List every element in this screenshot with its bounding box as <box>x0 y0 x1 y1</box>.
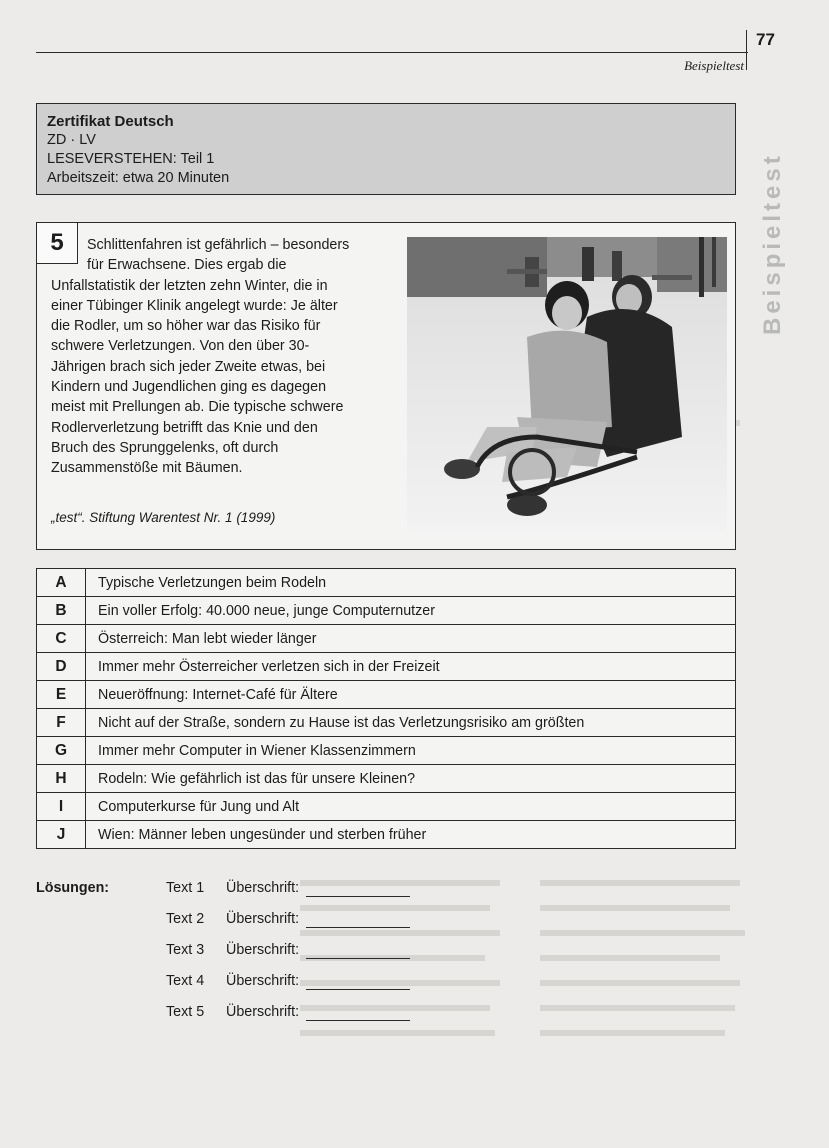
exercise-line: Schlittenfahren ist gefährlich – besonders <box>87 237 350 253</box>
heading-row <box>37 681 736 709</box>
headings-table <box>36 568 736 849</box>
sledding-photo <box>407 237 727 531</box>
heading-row <box>37 737 736 765</box>
side-tab <box>750 90 790 340</box>
heading-row <box>37 597 736 625</box>
exercise-source: „test“. Stiftung Warentest Nr. 1 (1999) <box>51 510 276 525</box>
exercise-line: schwere Verletzungen. Von den über 30- <box>51 338 310 355</box>
section-label: Beispieltest <box>684 58 744 73</box>
heading-text: Typische Verletzungen beim Rodeln <box>86 569 736 597</box>
heading-text: Neueröffnung: Internet-Café für Ältere <box>86 681 736 709</box>
answer-row-4 <box>166 973 466 993</box>
answer-row-5 <box>166 1004 466 1024</box>
answer-row-1 <box>166 880 466 900</box>
exercise-line: die Rodler, um so höher war das Risiko für <box>51 318 321 335</box>
side-tab-label: Beispieltest <box>759 152 786 335</box>
exercise-line: Unfallstatistik der letzten zehn Winter, die in <box>51 277 328 294</box>
heading-text: Wien: Männer leben ungesünder und sterben früher <box>86 821 736 849</box>
answer-text-label: Text 5 <box>166 1004 205 1020</box>
exercise-number: 5 <box>37 223 78 264</box>
heading-text: Österreich: Man lebt wieder länger <box>86 625 736 653</box>
header-rule <box>36 52 748 53</box>
heading-text: Computerkurse für Jung und Alt <box>86 793 736 821</box>
heading-letter: C <box>37 625 86 653</box>
answer-row-2 <box>166 911 466 931</box>
exercise-line: Bruch des Sprunggelenks, oft durch <box>51 439 279 456</box>
heading-letter: F <box>37 709 86 737</box>
heading-row <box>37 625 736 653</box>
heading-text: Immer mehr Österreicher verletzen sich in der Freizeit <box>86 653 736 681</box>
answer-blank-2[interactable] <box>306 927 410 928</box>
exercise-text <box>51 235 407 479</box>
answer-blank-3[interactable] <box>306 958 410 959</box>
heading-letter: I <box>37 793 86 821</box>
answers-label: Lösungen: <box>36 880 110 896</box>
exercise-line: Zusammenstöße mit Bäumen. <box>51 460 243 477</box>
heading-letter: G <box>37 737 86 765</box>
heading-row <box>37 821 736 849</box>
heading-row <box>37 653 736 681</box>
heading-letter: H <box>37 765 86 793</box>
answer-field-label: Überschrift: <box>226 973 300 989</box>
answer-blank-5[interactable] <box>306 1020 410 1021</box>
answer-field-label: Überschrift: <box>226 1004 300 1020</box>
exercise-line: einer Tübinger Klinik angelegt wurde: Je älter <box>51 297 338 314</box>
header-divider <box>746 30 747 70</box>
heading-letter: J <box>37 821 86 849</box>
section-part: LESEVERSTEHEN: Teil 1 <box>47 151 215 167</box>
heading-row <box>37 793 736 821</box>
heading-letter: A <box>37 569 86 597</box>
heading-letter: E <box>37 681 86 709</box>
answer-blank-4[interactable] <box>306 989 410 990</box>
answer-field-label: Überschrift: <box>226 942 300 958</box>
answer-text-label: Text 4 <box>166 973 205 989</box>
heading-text: Immer mehr Computer in Wiener Klassenzimmern <box>86 737 736 765</box>
answer-text-label: Text 3 <box>166 942 205 958</box>
heading-text: Ein voller Erfolg: 40.000 neue, junge Computernutzer <box>86 597 736 625</box>
exercise-line: für Erwachsene. Dies ergab die <box>87 257 287 274</box>
work-time: Arbeitszeit: etwa 20 Minuten <box>47 170 230 186</box>
heading-letter: B <box>37 597 86 625</box>
answer-field-label: Überschrift: <box>226 880 300 896</box>
exercise-line: Rodlerverletzung betrifft das Knie und den <box>51 419 318 436</box>
answer-text-label: Text 1 <box>166 880 205 896</box>
exercise-line: Jährigen brach sich jeder Zweite etwas, bei <box>51 358 326 375</box>
exercise-line: Kindern und Jugendlichen ging es dagegen <box>51 379 327 396</box>
page-number: 77 <box>756 30 775 49</box>
certificate-title: Zertifikat Deutsch <box>47 113 174 130</box>
certificate-code: ZD · LV <box>47 132 96 148</box>
heading-row <box>37 569 736 597</box>
heading-row <box>37 709 736 737</box>
heading-text: Nicht auf der Straße, sondern zu Hause ist das Verletzungsrisiko am größten <box>86 709 736 737</box>
heading-row <box>37 765 736 793</box>
heading-letter: D <box>37 653 86 681</box>
answer-blank-1[interactable] <box>306 896 410 897</box>
heading-text: Rodeln: Wie gefährlich ist das für unsere Kleinen? <box>86 765 736 793</box>
exercise-line: meist mit Prellungen ab. Die typische schwere <box>51 399 344 416</box>
answer-text-label: Text 2 <box>166 911 205 927</box>
exercise-box <box>36 222 736 550</box>
answer-field-label: Überschrift: <box>226 911 300 927</box>
certificate-info-box <box>36 103 736 195</box>
answer-row-3 <box>166 942 466 962</box>
